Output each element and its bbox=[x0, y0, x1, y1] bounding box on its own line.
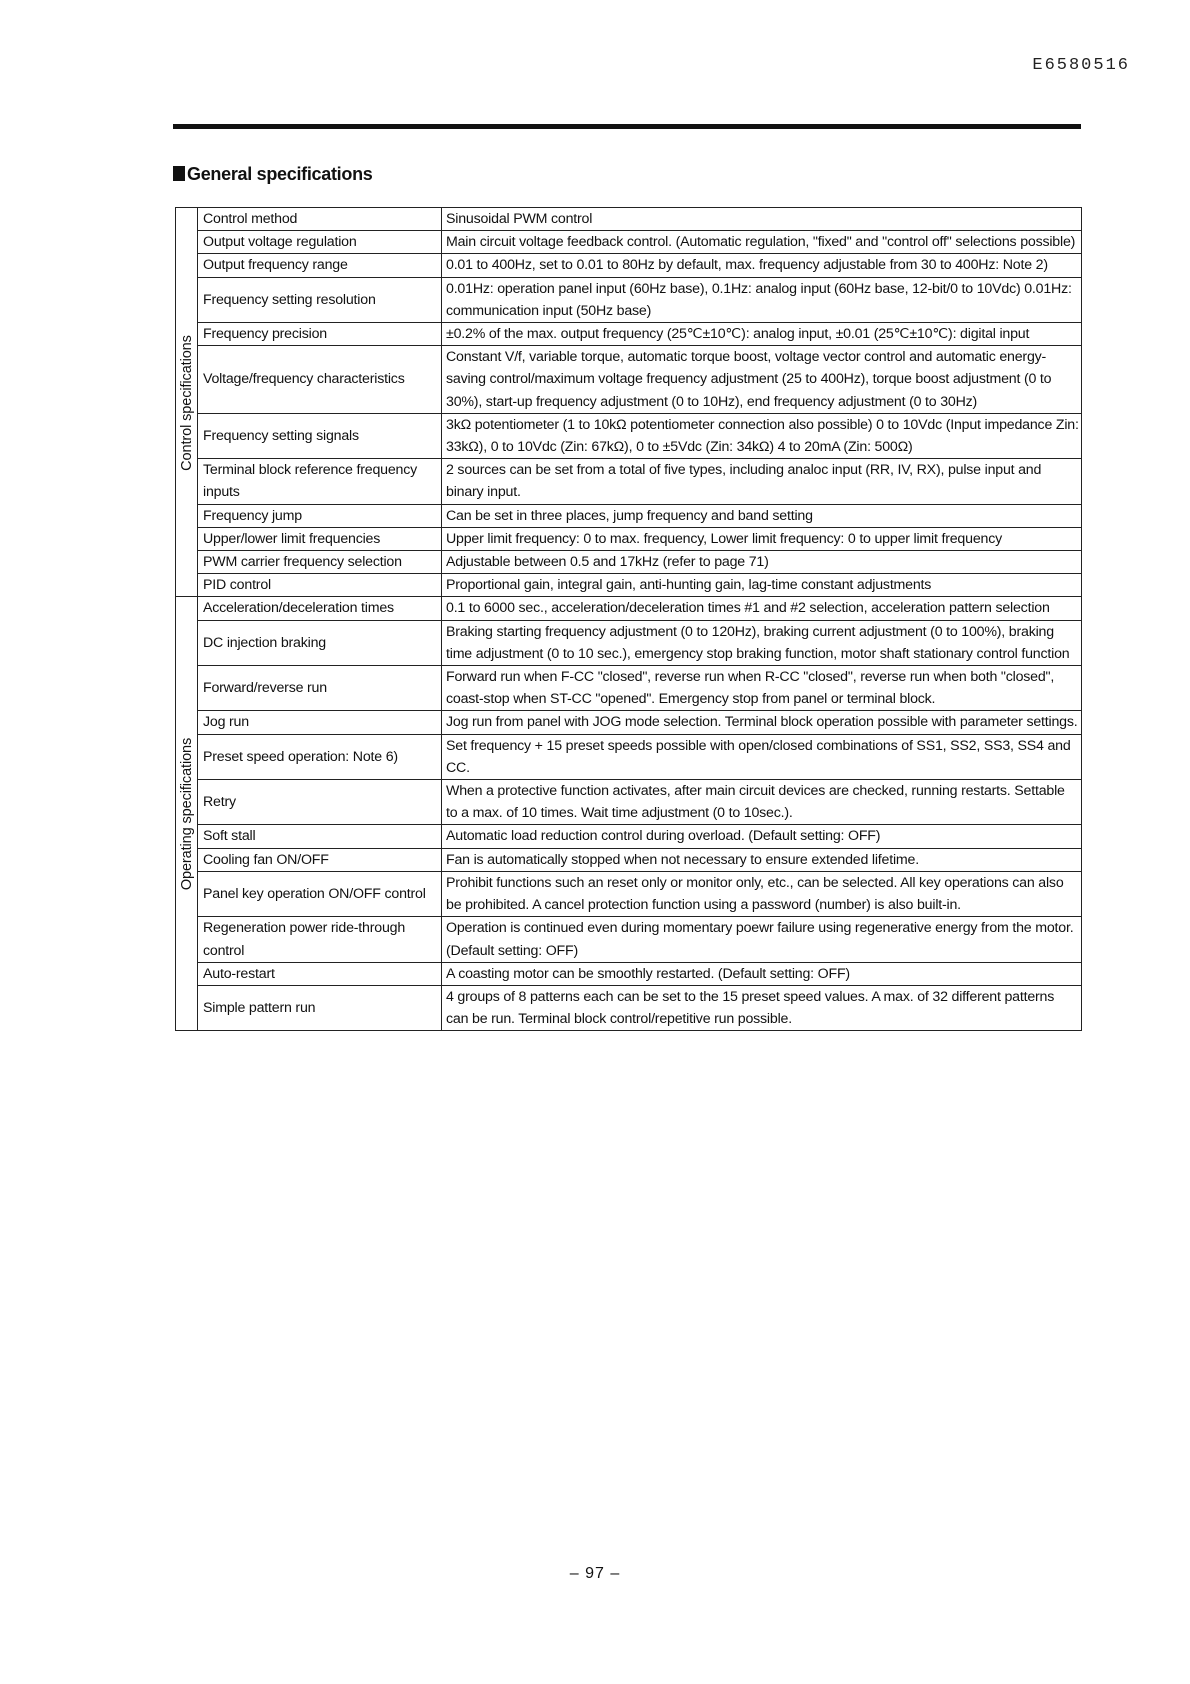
spec-description: Braking starting frequency adjustment (0 to 120Hz), braking current adjustment (0 to 100%), braking time adjustment (0 to 10 sec.), emergency stop braking function, motor shaft stationary control function bbox=[442, 620, 1082, 665]
table-row bbox=[176, 597, 1082, 620]
table-row bbox=[176, 985, 1082, 1030]
table-row bbox=[176, 277, 1082, 322]
table-row bbox=[176, 551, 1082, 574]
spec-description: Set frequency + 15 preset speeds possible with open/closed combinations of SS1, SS2, SS3, SS4 and CC. bbox=[442, 734, 1082, 779]
table-row bbox=[176, 780, 1082, 825]
spec-description: ±0.2% of the max. output frequency (25℃±10℃): analog input, ±0.01 (25℃±10℃): digital input bbox=[442, 323, 1082, 346]
spec-description: When a protective function activates, after main circuit devices are checked, running restarts. Settable to a max. of 10 times. Wait time adjustment (0 to 10sec.). bbox=[442, 780, 1082, 825]
table-row bbox=[176, 825, 1082, 848]
table-row bbox=[176, 620, 1082, 665]
square-bullet-icon bbox=[173, 166, 185, 181]
spec-description: Operation is continued even during momentary poewr failure using regenerative energy from the motor. (Default setting: OFF) bbox=[442, 917, 1082, 962]
header-rule bbox=[173, 124, 1081, 129]
spec-item: Acceleration/deceleration times bbox=[198, 597, 442, 620]
spec-item: Retry bbox=[198, 780, 442, 825]
spec-description: 0.01Hz: operation panel input (60Hz base), 0.1Hz: analog input (60Hz base, 12-bit/0 to 10Vdc) 0.01Hz: communication input (50Hz base) bbox=[442, 277, 1082, 322]
general-specifications-table bbox=[175, 207, 1082, 1031]
spec-description: 0.01 to 400Hz, set to 0.01 to 80Hz by default, max. frequency adjustable from 30 to 400Hz: Note 2) bbox=[442, 254, 1082, 277]
table-row bbox=[176, 208, 1082, 231]
spec-item: Frequency precision bbox=[198, 323, 442, 346]
spec-description: 0.1 to 6000 sec., acceleration/deceleration times #1 and #2 selection, acceleration pattern selection bbox=[442, 597, 1082, 620]
spec-description: Proportional gain, integral gain, anti-hunting gain, lag-time constant adjustments bbox=[442, 574, 1082, 597]
spec-item: Frequency jump bbox=[198, 504, 442, 527]
spec-description: Jog run from panel with JOG mode selection. Terminal block operation possible with parameter settings. bbox=[442, 711, 1082, 734]
spec-item: Soft stall bbox=[198, 825, 442, 848]
spec-item: Output voltage regulation bbox=[198, 231, 442, 254]
spec-item: Cooling fan ON/OFF bbox=[198, 848, 442, 871]
spec-description: Sinusoidal PWM control bbox=[442, 208, 1082, 231]
table-row bbox=[176, 871, 1082, 916]
table-row bbox=[176, 574, 1082, 597]
table-row bbox=[176, 917, 1082, 962]
table-row bbox=[176, 459, 1082, 504]
spec-description: Can be set in three places, jump frequency and band setting bbox=[442, 504, 1082, 527]
spec-item: Preset speed operation: Note 6) bbox=[198, 734, 442, 779]
spec-item: Output frequency range bbox=[198, 254, 442, 277]
spec-item: Regeneration power ride-through control bbox=[198, 917, 442, 962]
section-title-text: General specifications bbox=[187, 164, 373, 184]
spec-description: Upper limit frequency: 0 to max. frequency, Lower limit frequency: 0 to upper limit frequency bbox=[442, 527, 1082, 550]
group-label: Control specifications bbox=[178, 334, 195, 471]
spec-description: Main circuit voltage feedback control. (Automatic regulation, "fixed" and "control off" selections possible) bbox=[442, 231, 1082, 254]
spec-item: Frequency setting resolution bbox=[198, 277, 442, 322]
spec-description: Constant V/f, variable torque, automatic torque boost, voltage vector control and automatic energy-saving control/maximum voltage frequency adjustment (25 to 400Hz), torque boost adjustment (0 to 30%), start-up frequency adjustment (0 to 10Hz), end frequency adjustment (0 to 30Hz) bbox=[442, 346, 1082, 414]
spec-item: PID control bbox=[198, 574, 442, 597]
spec-description: Prohibit functions such an reset only or monitor only, etc., can be selected. All key operations can also be prohibited. A cancel protection function using a password (number) is also built-in. bbox=[442, 871, 1082, 916]
spec-description: Adjustable between 0.5 and 17kHz (refer to page 71) bbox=[442, 551, 1082, 574]
table-row bbox=[176, 527, 1082, 550]
table-row bbox=[176, 711, 1082, 734]
spec-item: Frequency setting signals bbox=[198, 413, 442, 458]
table-row bbox=[176, 254, 1082, 277]
spec-description: Fan is automatically stopped when not necessary to ensure extended lifetime. bbox=[442, 848, 1082, 871]
table-row bbox=[176, 848, 1082, 871]
control-specifications-group bbox=[176, 208, 198, 597]
table-row bbox=[176, 666, 1082, 711]
table-row bbox=[176, 231, 1082, 254]
spec-description: 3kΩ potentiometer (1 to 10kΩ potentiometer connection also possible) 0 to 10Vdc (Input impedance Zin: 33kΩ), 0 to 10Vdc (Zin: 67kΩ), 0 to ±5Vdc (Zin: 34kΩ) 4 to 20mA (Zin: 500Ω) bbox=[442, 413, 1082, 458]
spec-item: Control method bbox=[198, 208, 442, 231]
spec-item: Panel key operation ON/OFF control bbox=[198, 871, 442, 916]
table-row bbox=[176, 346, 1082, 414]
spec-item: Simple pattern run bbox=[198, 985, 442, 1030]
table-row bbox=[176, 323, 1082, 346]
document-code: E6580516 bbox=[1032, 56, 1130, 75]
group-label: Operating specifications bbox=[178, 738, 195, 891]
operating-specifications-group bbox=[176, 597, 198, 1031]
spec-item: Jog run bbox=[198, 711, 442, 734]
spec-item: PWM carrier frequency selection bbox=[198, 551, 442, 574]
spec-item: Auto-restart bbox=[198, 962, 442, 985]
spec-description: 4 groups of 8 patterns each can be set to the 15 preset speed values. A max. of 32 different patterns can be run. Terminal block control/repetitive run possible. bbox=[442, 985, 1082, 1030]
spec-item: Terminal block reference frequency inputs bbox=[198, 459, 442, 504]
table-row bbox=[176, 504, 1082, 527]
section-title bbox=[173, 164, 372, 185]
table-row bbox=[176, 962, 1082, 985]
spec-description: 2 sources can be set from a total of five types, including analoc input (RR, IV, RX), pulse input and binary input. bbox=[442, 459, 1082, 504]
spec-item: DC injection braking bbox=[198, 620, 442, 665]
spec-item: Voltage/frequency characteristics bbox=[198, 346, 442, 414]
page-number: – 97 – bbox=[569, 1565, 621, 1582]
spec-description: Automatic load reduction control during overload. (Default setting: OFF) bbox=[442, 825, 1082, 848]
spec-item: Forward/reverse run bbox=[198, 666, 442, 711]
spec-description: Forward run when F-CC "closed", reverse run when R-CC "closed", reverse run when both "closed", coast-stop when ST-CC "opened". Emergency stop from panel or terminal block. bbox=[442, 666, 1082, 711]
table-row bbox=[176, 734, 1082, 779]
table-row bbox=[176, 413, 1082, 458]
spec-item: Upper/lower limit frequencies bbox=[198, 527, 442, 550]
spec-description: A coasting motor can be smoothly restarted. (Default setting: OFF) bbox=[442, 962, 1082, 985]
